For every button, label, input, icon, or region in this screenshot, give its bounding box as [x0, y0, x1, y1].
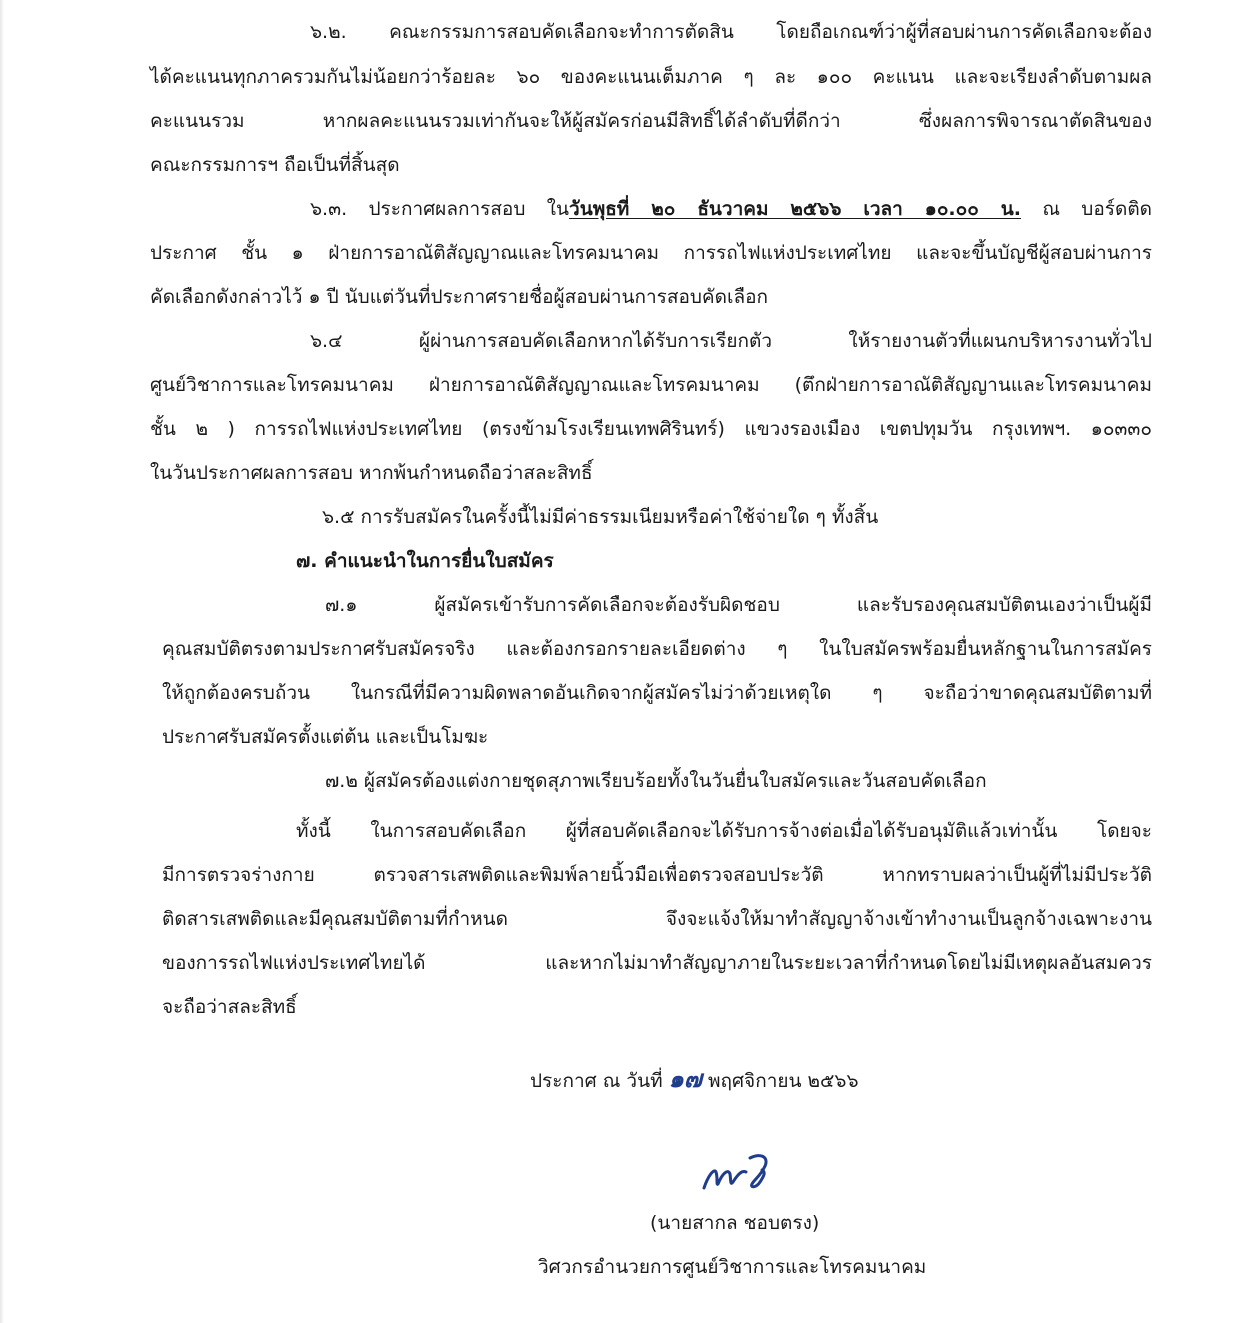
closing-line-3: ติดสารเสพติดและมีคุณสมบัติตามที่กำหนด จึงจะแจ้งให้มาทำสัญญาจ้างเข้าทำงานเป็นลูกจ้างเฉพาะงาน	[162, 908, 1152, 930]
p63-prefix: ๖.๓. ประกาศผลการสอบ ใน	[310, 198, 570, 220]
p62-line-4: คณะกรรมการฯ ถือเป็นที่สิ้นสุด	[150, 154, 400, 176]
p64-line-2: ศูนย์วิชาการและโทรคมนาคม ฝ่ายการอาณัติสัญญาณและโทรคมนาคม (ตึกฝ่ายการอาณัติสัญญานและโทรคมนาคม	[150, 374, 1152, 396]
announcement-month-year: พฤศจิกายน ๒๕๖๖	[707, 1070, 859, 1092]
p72-line-1: ๗.๒ ผู้สมัครต้องแต่งกายชุดสุภาพเรียบร้อยทั้งในวันยื่นใบสมัครและวันสอบคัดเลือก	[325, 770, 987, 792]
p63-line-2: ประกาศ ชั้น ๑ ฝ่ายการอาณัติสัญญาณและโทรคมนาคม การรถไฟแห่งประเทศไทย และจะขึ้นบัญชีผู้สอบผ่านการ	[150, 242, 1152, 264]
p63-suffix: ณ บอร์ดติด	[1020, 198, 1152, 220]
p62-line-3: คะแนนรวม หากผลคะแนนรวมเท่ากันจะให้ผู้สมัครก่อนมีสิทธิ์ได้ลำดับที่ดีกว่า ซึ่งผลการพิจารณาตัดสินของ	[150, 110, 1152, 132]
closing-line-2: มีการตรวจร่างกาย ตรวจสารเสพติดและพิมพ์ลายนิ้วมือเพื่อตรวจสอบประวัติ หากทราบผลว่าเป็นผู้ที่ไม่มีประวัติ	[162, 864, 1152, 886]
announcement-date	[530, 1064, 859, 1096]
p63-line-1	[310, 194, 1152, 224]
announcement-prefix: ประกาศ ณ วันที่	[530, 1070, 663, 1092]
closing-line-1: ทั้งนี้ ในการสอบคัดเลือก ผู้ที่สอบคัดเลือกจะได้รับการจ้างต่อเมื่อได้รับอนุมัติแล้วเท่านั้น โดยจะ	[296, 820, 1152, 842]
p71-line-2: คุณสมบัติตรงตามประกาศรับสมัครจริง และต้องกรอกรายละเอียดต่าง ๆ ในใบสมัครพร้อมยื่นหลักฐานในการสมัคร	[162, 638, 1152, 660]
p62-line-2: ได้คะแนนทุกภาครวมกันไม่น้อยกว่าร้อยละ ๖๐ ของคะแนนเต็มภาค ๆ ละ ๑๐๐ คะแนน และจะเรียงลำดับตามผล	[150, 66, 1152, 88]
closing-line-4: ของการรถไฟแห่งประเทศไทยได้ และหากไม่มาทำสัญญาภายในระยะเวลาที่กำหนดโดยไม่มีเหตุผลอันสมควร	[162, 952, 1152, 974]
signatory-name: (นายสากล ชอบตรง)	[650, 1212, 820, 1234]
p63-announce-date: วันพุธที่ ๒๐ ธันวาคม ๒๕๖๖ เวลา ๑๐.๐๐ น.	[569, 198, 1021, 220]
p71-line-3: ให้ถูกต้องครบถ้วน ในกรณีที่มีความผิดพลาดอันเกิดจากผู้สมัครไม่ว่าด้วยเหตุใด ๆ จะถือว่าขาดคุณสมบัติตามที่	[162, 682, 1152, 704]
p71-line-1: ๗.๑ ผู้สมัครเข้ารับการคัดเลือกจะต้องรับผิดชอบ และรับรองคุณสมบัติตนเองว่าเป็นผู้มี	[325, 594, 1152, 616]
p64-line-3: ชั้น ๒ ) การรถไฟแห่งประเทศไทย (ตรงข้ามโรงเรียนเทพศิรินทร์) แขวงรองเมือง เขตปทุมวัน กรุงเทพฯ. ๑๐๓๓๐	[150, 418, 1152, 440]
p64-line-1: ๖.๔ ผู้ผ่านการสอบคัดเลือกหากได้รับการเรียกตัว ให้รายงานตัวที่แผนกบริหารงานทั่วไป	[310, 330, 1152, 352]
announcement-day: ๑๗	[668, 1064, 702, 1093]
p63-line-3: คัดเลือกดังกล่าวไว้ ๑ ปี นับแต่วันที่ประกาศรายชื่อผู้สอบผ่านการสอบคัดเลือก	[150, 286, 769, 308]
p71-line-4: ประกาศรับสมัครตั้งแต่ต้น และเป็นโมฆะ	[162, 726, 489, 748]
section7-heading: ๗. คำแนะนำในการยื่นใบสมัคร	[296, 550, 554, 572]
signatory-position: วิศวกรอำนวยการศูนย์วิชาการและโทรคมนาคม	[538, 1256, 927, 1278]
p62-line-1: ๖.๒. คณะกรรมการสอบคัดเลือกจะทำการตัดสิน โดยถือเกณฑ์ว่าผู้ที่สอบผ่านการคัดเลือกจะต้อง	[310, 21, 1152, 43]
handwritten-signature	[700, 1148, 780, 1198]
closing-line-5: จะถือว่าสละสิทธิ์	[162, 996, 297, 1018]
p65-line-1: ๖.๕ การรับสมัครในครั้งนี้ไม่มีค่าธรรมเนียมหรือค่าใช้จ่ายใด ๆ ทั้งสิ้น	[322, 506, 879, 528]
scan-edge	[0, 0, 4, 1323]
p64-line-4: ในวันประกาศผลการสอบ หากพ้นกำหนดถือว่าสละสิทธิ์	[150, 462, 593, 484]
